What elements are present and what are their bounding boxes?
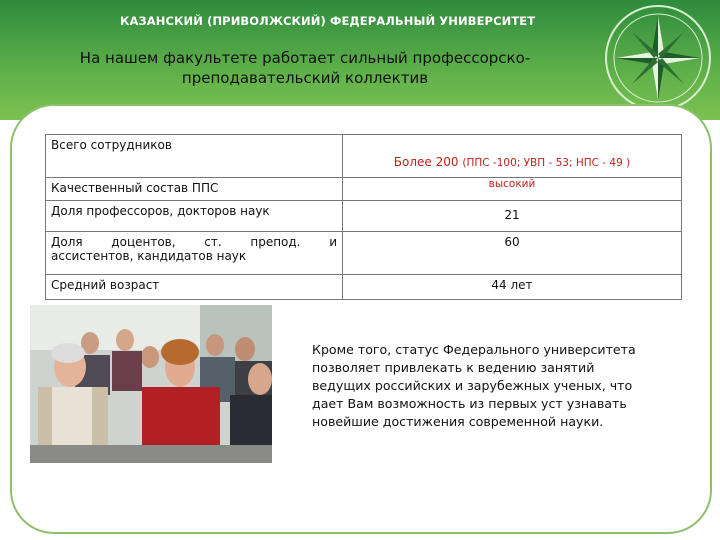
staff-table (45, 134, 682, 300)
compass-rose-logo-icon (602, 2, 714, 114)
subtitle-line-1: На нашем факультете работает сильный профессорско- (79, 49, 531, 67)
row-label-professors: Доля профессоров, докторов наук (46, 201, 343, 232)
paragraph-line-1: Кроме того, статус Федерального университета (312, 342, 636, 357)
paragraph-line-2: позволяет привлекать к ведению занятий (312, 360, 595, 375)
row-label-total-staff: Всего сотрудников (46, 135, 343, 178)
docents-label-line-1: Доля доцентов, ст. препод. и (51, 235, 337, 249)
info-paragraph (312, 341, 652, 431)
row-value-average-age: 44 лет (343, 275, 682, 300)
total-staff-main: Более 200 (393, 155, 459, 169)
university-title: КАЗАНСКИЙ (ПРИВОЛЖСКИЙ) ФЕДЕРАЛЬНЫЙ УНИВЕРСИТЕТ (120, 14, 536, 28)
row-label-docents (46, 232, 343, 275)
docents-label-line-2: ассистентов, кандидатов наук (51, 249, 247, 263)
total-staff-detail: (ППС -100; УВП - 53; НПС - 49 ) (462, 157, 631, 169)
table-row (46, 275, 682, 300)
subtitle-line-2: преподавательский коллектив (181, 69, 429, 87)
table-row (46, 232, 682, 275)
paragraph-line-5: новейшие достижения современной науки. (312, 414, 604, 429)
table-row (46, 178, 682, 201)
row-label-quality: Качественный состав ППС (46, 178, 343, 201)
row-value-total-staff (343, 135, 682, 178)
row-value-docents: 60 (343, 232, 682, 275)
row-value-professors: 21 (343, 201, 682, 232)
row-label-average-age: Средний возраст (46, 275, 343, 300)
row-value-quality: высокий (343, 178, 682, 201)
paragraph-line-4: дает Вам возможность из первых уст узнавать (312, 396, 627, 411)
audience-photo (30, 305, 272, 463)
table-row (46, 135, 682, 178)
paragraph-line-3: ведущих российских и зарубежных ученых, что (312, 378, 633, 393)
page-subtitle (70, 48, 540, 88)
table-row (46, 201, 682, 232)
